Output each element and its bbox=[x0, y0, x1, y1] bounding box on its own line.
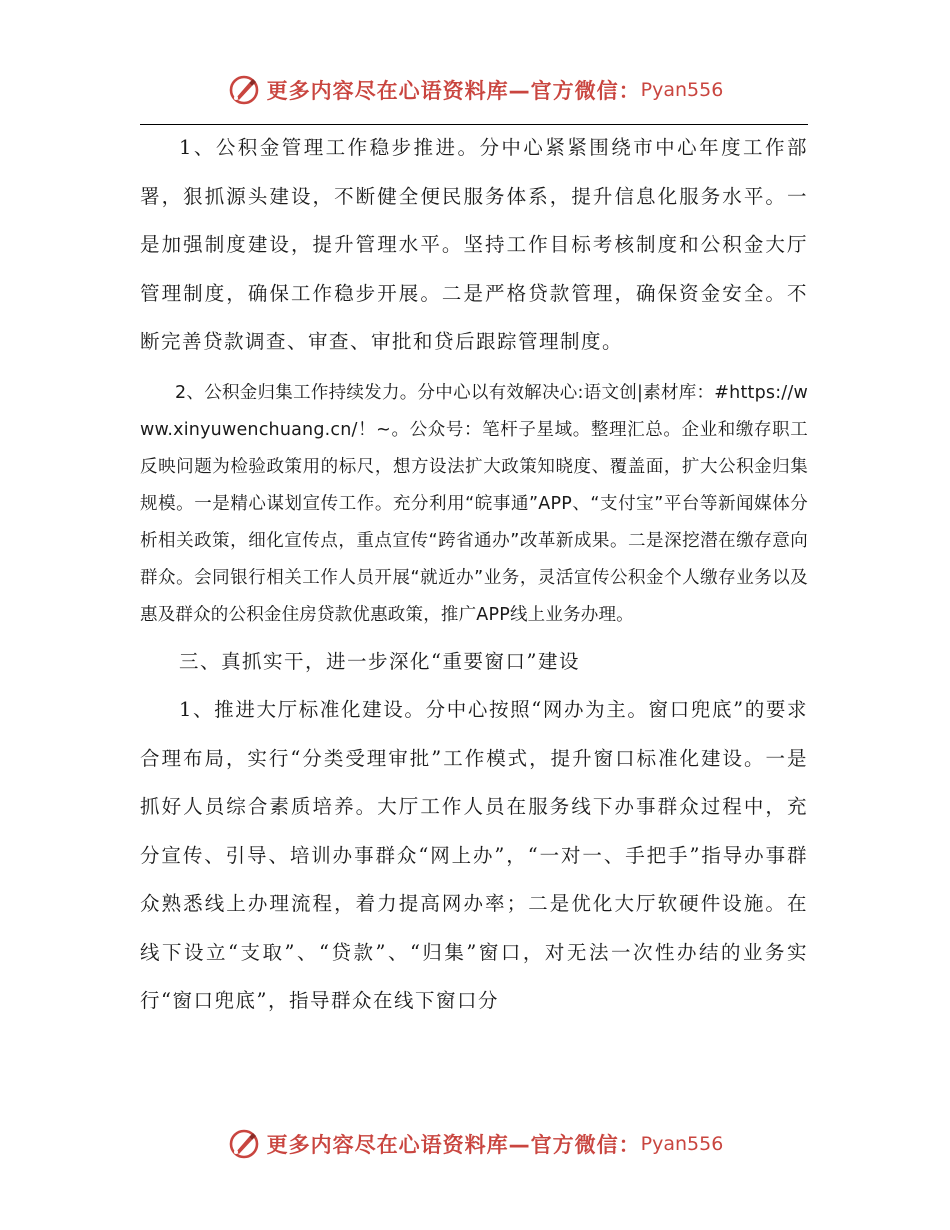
pen-logo-icon bbox=[227, 1127, 261, 1161]
paragraph: 2、公积金归集工作持续发力。分中心以有效解决心:语文创|素材库：#https://www.xinyuwenchuang.cn/！~。公众号：笔杆子星域。整理汇总。企业和缴存职工反映问题为检验政策用的标尺，想方设法扩大政策知晓度、覆盖面，扩大公积金归集规模。一是精心谋划宣传工作。充分利用“皖事通”APP、“支付宝”平台等新闻媒体分析相关政策，细化宣传点，重点宣传“跨省通办”改革新成果。二是深挖潜在缴存意向群众。会同银行相关工作人员开展“就近办”业务，灵活宣传公积金个人缴存业务以及惠及群众的公积金住房贷款优惠政策，推广APP线上业务办理。 bbox=[140, 382, 808, 625]
footer-brand-text: 更多内容尽在心语资料库—官方微信： bbox=[266, 1133, 641, 1157]
header-wechat-id: Pyan556 bbox=[640, 79, 724, 101]
footer-banner bbox=[0, 1122, 950, 1166]
section-heading: 三、真抓实干，进一步深化“重要窗口”建设 bbox=[179, 649, 580, 673]
paragraph: 1、公积金管理工作稳步推进。分中心紧紧围绕市中心年度工作部署，狠抓源头建设，不断健全便民服务体系，提升信息化服务水平。一是加强制度建设，提升管理水平。坚持工作目标考核制度和公积金大厅管理制度，确保工作稳步开展。二是严格贷款管理，确保资金安全。不断完善贷款调查、审查、审批和贷后跟踪管理制度。 bbox=[140, 136, 808, 353]
header-banner bbox=[0, 68, 950, 112]
paragraph: 1、推进大厅标准化建设。分中心按照“网办为主。窗口兜底”的要求合理布局，实行“分类受理审批”工作模式，提升窗口标准化建设。一是抓好人员综合素质培养。大厅工作人员在服务线下办事群众过程中，充分宣传、引导、培训办事群众“网上办”，“一对一、手把手”指导办事群众熟悉线上办理流程，着力提高网办率；二是优化大厅软硬件设施。在线下设立“支取”、“贷款”、“归集”窗口，对无法一次性办结的业务实行“窗口兜底”，指导群众在线下窗口分 bbox=[140, 698, 808, 1012]
pen-logo-icon bbox=[227, 73, 261, 107]
footer-wechat-id: Pyan556 bbox=[640, 1133, 724, 1155]
header-brand-text: 更多内容尽在心语资料库—官方微信： bbox=[266, 79, 641, 103]
document-body bbox=[140, 124, 808, 1026]
